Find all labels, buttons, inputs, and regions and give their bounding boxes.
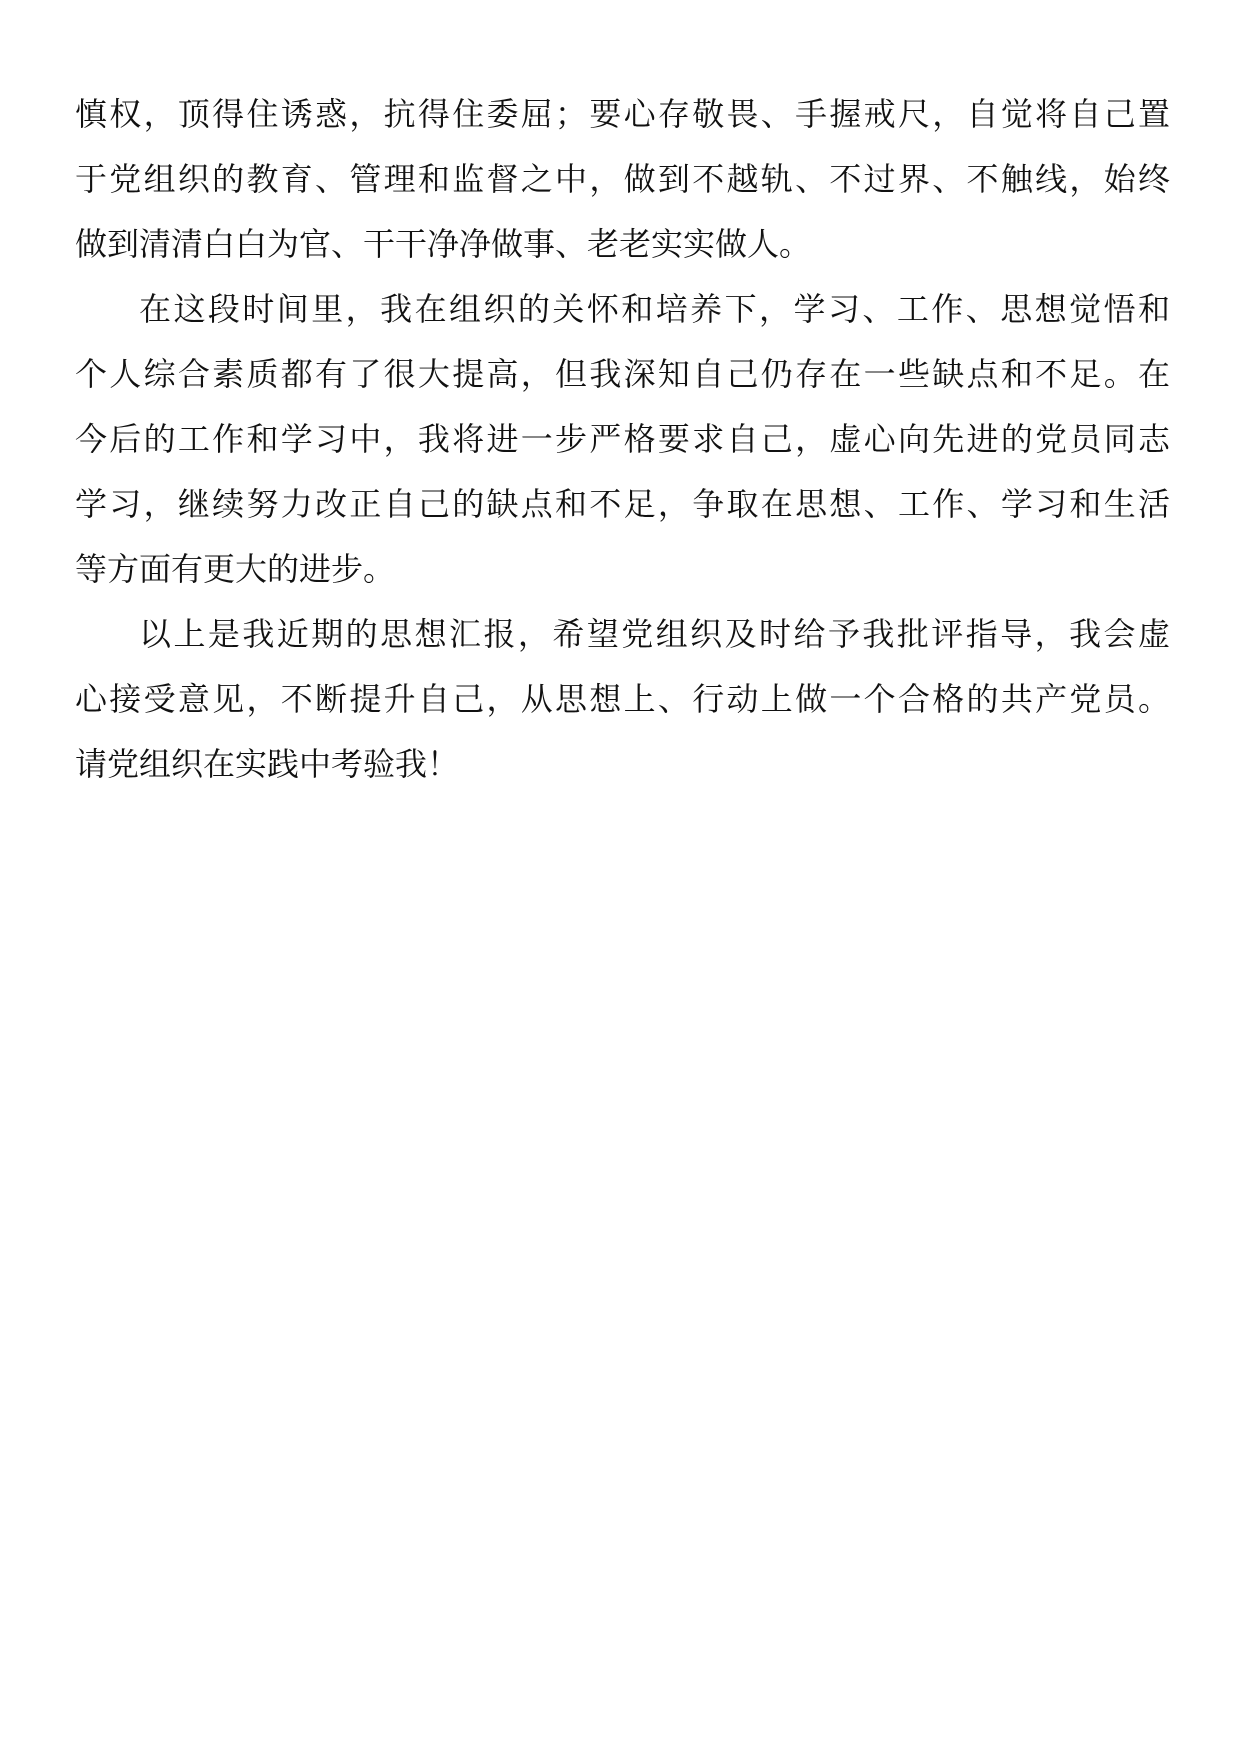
paragraph-closing: [75, 602, 1170, 797]
paragraph-continued: [75, 82, 1170, 277]
paragraph-line: 于党组织的教育、管理和监督之中，做到不越轨、不过界、不触线，始终: [75, 160, 1170, 198]
paragraph-line: 慎权，顶得住诱惑，抗得住委屈；要心存敬畏、手握戒尺，自觉将自己置: [75, 95, 1170, 133]
paragraph-line: 请党组织在实践中考验我！: [75, 745, 460, 783]
paragraph-line: 做到清清白白为官、干干净净做事、老老实实做人。: [75, 225, 812, 263]
paragraph-line: 在这段时间里，我在组织的关怀和培养下，学习、工作、思想觉悟和: [139, 290, 1170, 328]
paragraph-self-assessment: [75, 277, 1170, 602]
paragraph-line: 等方面有更大的进步。: [75, 550, 396, 588]
paragraph-line: 个人综合素质都有了很大提高，但我深知自己仍存在一些缺点和不足。在: [75, 355, 1170, 393]
paragraph-line: 以上是我近期的思想汇报，希望党组织及时给予我批评指导，我会虚: [139, 615, 1170, 653]
paragraph-line: 今后的工作和学习中，我将进一步严格要求自己，虚心向先进的党员同志: [75, 420, 1170, 458]
paragraph-line: 心接受意见，不断提升自己，从思想上、行动上做一个合格的共产党员。: [75, 680, 1170, 718]
document-body: [75, 82, 1170, 797]
paragraph-line: 学习，继续努力改正自己的缺点和不足，争取在思想、工作、学习和生活: [75, 485, 1170, 523]
